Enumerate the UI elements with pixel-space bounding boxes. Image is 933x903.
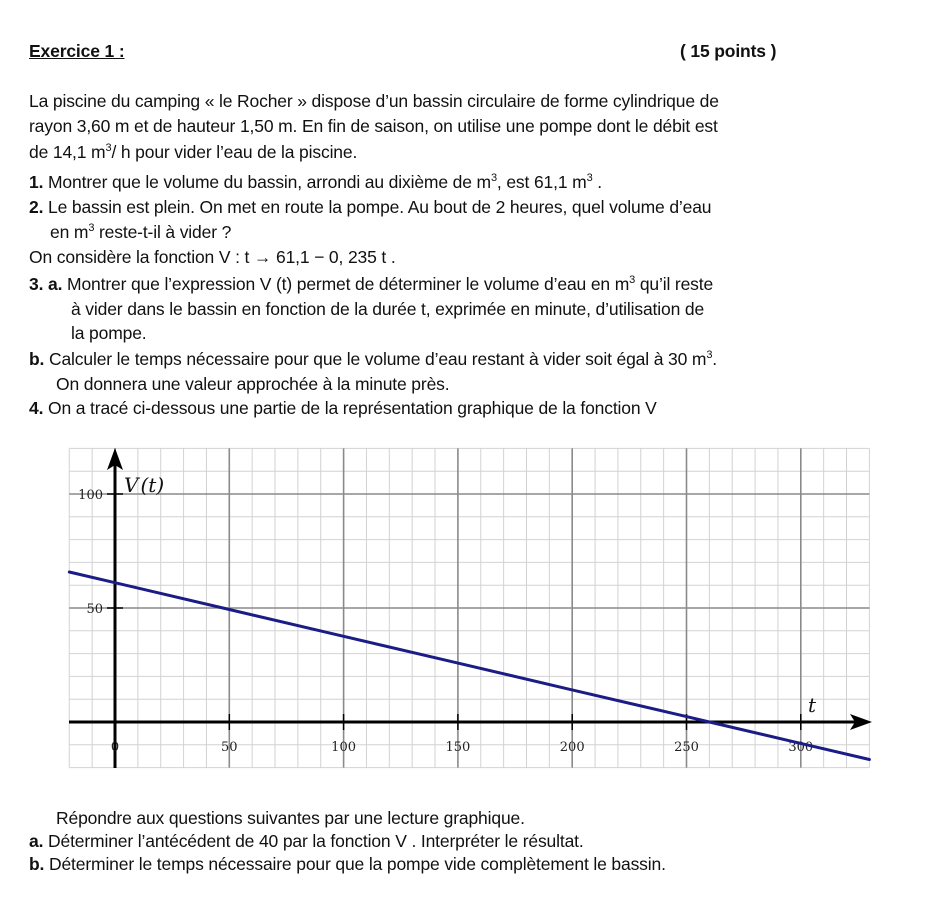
question-number: a.	[29, 831, 44, 851]
exponent: 3	[105, 142, 112, 154]
question-3b-line-2: On donnera une valeur approchée à la minute près.	[56, 374, 450, 394]
svg-text:100: 100	[78, 488, 103, 503]
exponent: 3	[706, 349, 713, 361]
question-number: 3. a.	[29, 274, 63, 294]
graphical-intro: Répondre aux questions suivantes par une lecture graphique.	[56, 808, 525, 828]
question-number: b.	[29, 854, 45, 874]
question-number: b.	[29, 349, 45, 369]
question-3a-line-3: la pompe.	[71, 323, 147, 343]
question-text: , est 61,1 m	[496, 172, 587, 192]
x-axis-label: t	[808, 693, 817, 717]
question-text: Montrer que l’expression V (t) permet de déterminer le volume d’eau en m	[62, 274, 630, 294]
major-grid	[69, 448, 869, 767]
function-definition: On considère la fonction V : t → 61,1 − 0, 235 t .	[29, 247, 396, 267]
intro-line-1: La piscine du camping « le Rocher » dispose d’un bassin circulaire de forme cylindrique de	[29, 91, 719, 111]
intro-line-3-text: de 14,1 m	[29, 142, 106, 162]
graphical-question-a	[29, 830, 584, 852]
question-text: Le bassin est plein. On met en route la pompe. Au bout de 2 heures, quel volume d’eau	[43, 197, 712, 217]
question-text: en m	[50, 222, 89, 242]
question-text: Calculer le temps nécessaire pour que le volume d’eau restant à vider soit égal à 30 m	[44, 349, 707, 369]
intro-line-3-rest: / h pour vider l’eau de la piscine.	[111, 142, 358, 162]
svg-text:50: 50	[221, 740, 238, 755]
question-text: Déterminer l’antécédent de 40 par la fonction V . Interpréter le résultat.	[43, 831, 584, 851]
graphical-question-b	[29, 853, 666, 875]
exponent: 3	[586, 172, 593, 184]
svg-text:50: 50	[86, 602, 103, 617]
exponent: 3	[88, 222, 95, 234]
exponent: 3	[490, 172, 497, 184]
y-axis-label: V (t)	[124, 473, 165, 497]
question-text: On a tracé ci-dessous une partie de la représentation graphique de la fonction V	[43, 398, 657, 418]
function-curve	[69, 572, 869, 760]
svg-text:300: 300	[788, 740, 814, 755]
question-text: .	[592, 172, 602, 192]
exercise-title: Exercice 1 :	[29, 41, 125, 61]
svg-text:200: 200	[559, 740, 585, 755]
exponent: 3	[629, 274, 636, 286]
question-text: .	[712, 349, 717, 369]
question-number: 4.	[29, 398, 44, 418]
svg-text:100: 100	[331, 740, 357, 755]
svg-text:250: 250	[674, 740, 699, 755]
question-3a-line-2: à vider dans le bassin en fonction de la durée t, exprimée en minute, d’utilisation de	[71, 299, 705, 319]
intro-line-2: rayon 3,60 m et de hauteur 1,50 m. En fin de saison, on utilise une pompe dont le débit est	[29, 116, 718, 136]
question-text: qu’il reste	[635, 274, 714, 294]
svg-text:0: 0	[110, 740, 120, 755]
points-label: ( 15 points )	[680, 41, 777, 61]
question-number: 1.	[29, 172, 44, 192]
tick-labels	[78, 488, 813, 755]
question-text: Montrer que le volume du bassin, arrondi au dixième de m	[43, 172, 491, 192]
question-text: reste-t-il à vider ?	[94, 222, 232, 242]
svg-text:150: 150	[445, 740, 471, 755]
question-text: Déterminer le temps nécessaire pour que la pompe vide complètement le bassin.	[44, 854, 666, 874]
question-number: 2.	[29, 197, 44, 217]
